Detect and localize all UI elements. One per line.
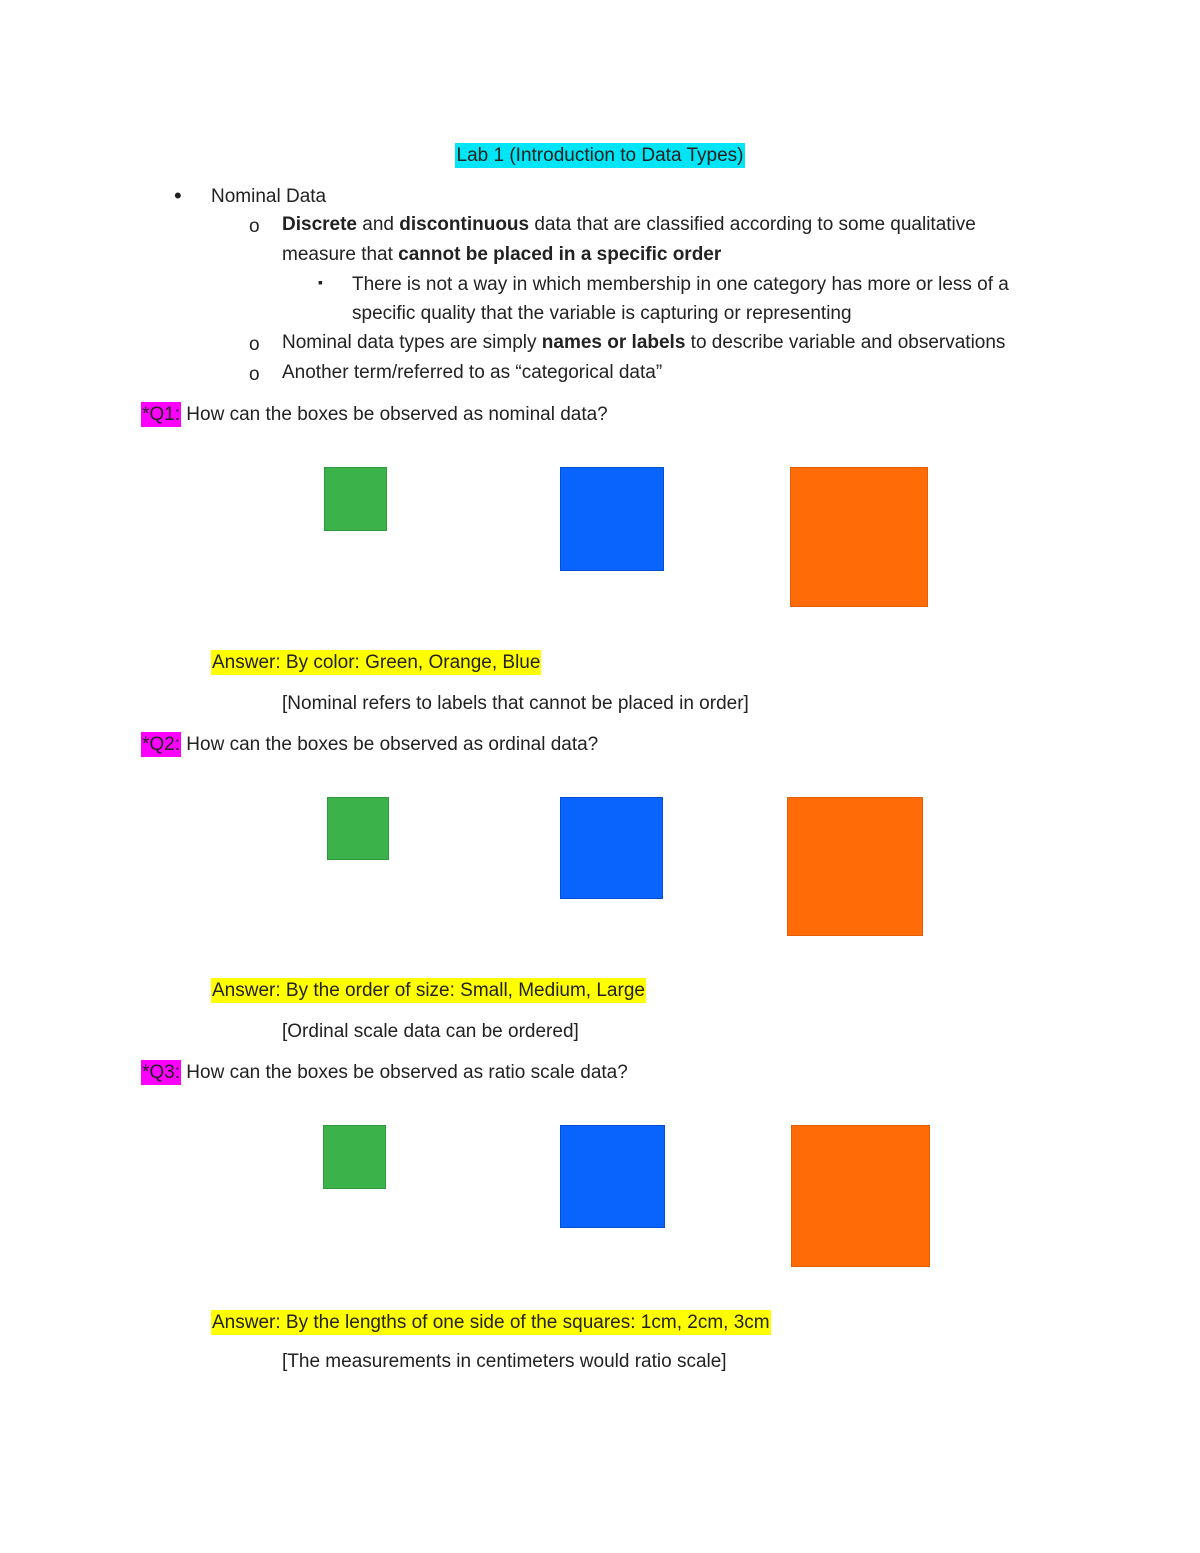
sub-bullet-marker: o xyxy=(249,216,260,237)
bold-discrete: Discrete xyxy=(282,214,357,235)
question-3 xyxy=(141,1063,628,1082)
sub-bullet-2 xyxy=(282,333,1005,352)
answer-3 xyxy=(211,1313,771,1332)
blue-square xyxy=(560,797,663,899)
answer-2-text: Answer: By the order of size: Small, Medium, Large xyxy=(212,980,645,1001)
green-square xyxy=(327,797,389,860)
sub-bullet-1-line-2 xyxy=(282,245,721,264)
sub-sub-bullet-line-2: specific quality that the variable is capturing or representing xyxy=(352,303,852,324)
bold-discontinuous: discontinuous xyxy=(399,214,530,235)
bullet-marker: • xyxy=(174,183,182,208)
text: and xyxy=(357,214,400,235)
text: Nominal data types are simply xyxy=(282,332,542,353)
square-bullet-marker: ▪ xyxy=(318,274,323,290)
question-3-label: *Q3: xyxy=(142,1062,181,1083)
bold-names-or-labels: names or labels xyxy=(541,332,686,353)
question-2-label: *Q2: xyxy=(142,734,181,755)
note-3: [The measurements in centimeters would ratio scale] xyxy=(282,1351,727,1372)
question-2 xyxy=(141,735,598,754)
orange-square xyxy=(791,1125,930,1267)
blue-square xyxy=(560,467,664,571)
text: data that are classified according to some qualitative xyxy=(529,214,976,235)
question-2-text: How can the boxes be observed as ordinal data? xyxy=(181,734,599,755)
title-text: Lab 1 (Introduction to Data Types) xyxy=(456,145,744,166)
note-2: [Ordinal scale data can be ordered] xyxy=(282,1021,579,1042)
orange-square xyxy=(790,467,928,607)
text: measure that xyxy=(282,244,399,265)
green-square xyxy=(323,1125,386,1189)
orange-square xyxy=(787,797,923,936)
question-1-text: How can the boxes be observed as nominal data? xyxy=(181,404,608,425)
sub-bullet-1-line-1 xyxy=(282,215,976,234)
document-title xyxy=(0,146,1200,165)
bold-cannot-be-placed: cannot be placed in a specific order xyxy=(398,244,722,265)
answer-2 xyxy=(211,981,646,1000)
sub-bullet-marker: o xyxy=(249,364,260,385)
sub-bullet-3: Another term/referred to as “categorical data” xyxy=(282,362,663,383)
answer-1-text: Answer: By color: Green, Orange, Blue xyxy=(212,652,541,673)
text: to describe variable and observations xyxy=(685,332,1006,353)
answer-3-text: Answer: By the lengths of one side of the squares: 1cm, 2cm, 3cm xyxy=(212,1312,770,1333)
green-square xyxy=(324,467,387,531)
sub-sub-bullet-line-1: There is not a way in which membership in one category has more or less of a xyxy=(352,274,1009,295)
bullet-nominal-data: Nominal Data xyxy=(211,186,327,207)
blue-square xyxy=(560,1125,665,1228)
question-3-text: How can the boxes be observed as ratio scale data? xyxy=(181,1062,628,1083)
sub-bullet-marker: o xyxy=(249,334,260,355)
answer-1 xyxy=(211,653,541,672)
question-1 xyxy=(141,405,608,424)
note-1: [Nominal refers to labels that cannot be placed in order] xyxy=(282,693,749,714)
question-1-label: *Q1: xyxy=(142,404,181,425)
